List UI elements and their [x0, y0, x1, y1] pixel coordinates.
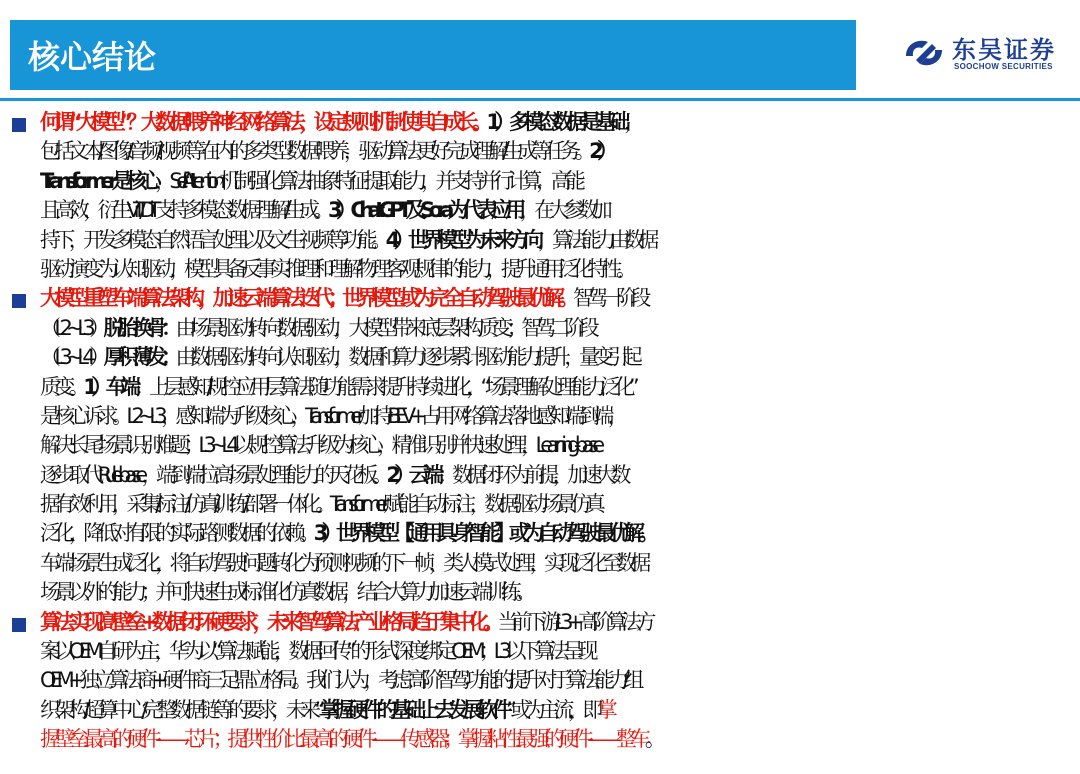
text-run: ：上层感知/规控应用层算法随功能需求提升持续进化，“场景理解处理能力泛化”	[134, 374, 634, 399]
text-run: 据有效利用，采集/标注/仿真/训练/部署一体化。Transformer赋能自动标注，数据驱动场景仿真	[40, 492, 600, 517]
text-run: 当前下游L3+高阶算法方	[497, 609, 650, 634]
text-line	[40, 373, 1074, 402]
text-run: 由数据驱动转向认知驱动，数据和算力逐步累计驱动能力提升，量变引起	[175, 345, 637, 370]
text-run: 是核心诉求。L2~L3，感知端为升级核心，Transformer加持BEV+占用网络算法落地感知端到端，	[40, 403, 623, 428]
emphasis-text: 3）世界模型【通用具身智能】或为自动驾驶最优解。	[313, 521, 653, 546]
conclusion-body	[10, 108, 1074, 755]
text-run: ，	[624, 110, 639, 134]
text-run: ：数据闭环为前提，加速大数	[437, 462, 625, 487]
text-run: 由场景驱动转向数据驱动，大模型带来底层架构质变；智驾二阶段	[175, 315, 594, 340]
emphasis-text: 1）车端	[83, 374, 135, 399]
text-line	[40, 167, 1074, 196]
text-run: ，Self-Attention机制强化算法抽象特征提取能力，并支持并行计算，高能	[155, 168, 580, 193]
text-line	[40, 196, 1074, 225]
text-line	[40, 137, 1074, 166]
emphasis-text: 厚积薄发：	[103, 345, 176, 370]
company-logo	[902, 30, 1070, 78]
text-run: ”或为主流，即	[506, 697, 597, 722]
emphasis-text: 2）	[589, 139, 612, 164]
text-run: 智驾一阶段	[572, 286, 645, 311]
text-run: OEM+独立算法商+硬件商三足鼎立格局。我们认为，考虑高阶智驾功能的提升对于算法能力/组	[40, 668, 638, 693]
square-bullet-icon	[12, 118, 26, 132]
text-run: （L2~L3）	[40, 315, 104, 340]
text-line	[40, 284, 1074, 313]
bullet-paragraph	[10, 284, 1074, 607]
emphasis-text: 掌	[596, 697, 612, 722]
text-line	[40, 343, 1074, 372]
soochow-logo-icon	[902, 34, 946, 72]
text-line	[40, 578, 1074, 607]
emphasis-text: 何谓“大模型”？大数据喂养神经网络算法，设定规则机制使其自成长。	[40, 110, 487, 134]
text-line	[40, 519, 1074, 548]
text-line	[40, 637, 1074, 666]
text-line	[40, 431, 1074, 460]
bullet-paragraph	[10, 108, 1074, 284]
square-bullet-icon	[12, 294, 26, 308]
text-line	[40, 226, 1074, 255]
bullet-paragraph	[10, 608, 1074, 755]
text-run: 车端场景生成泛化，将自动驾驶问题转化为预测视频的下一帧，类人模式处理，实现泛化至数据	[40, 550, 645, 575]
emphasis-text: 握壁垒最高的硬件——芯片；提供性价比最高的硬件——传感器；掌握粘性最强的硬件——整车	[40, 727, 645, 752]
text-line	[40, 696, 1074, 725]
text-line	[40, 666, 1074, 695]
text-run: 且高效，衍生ViT/DiT支持多模态数据理解/生成。	[40, 198, 328, 223]
square-bullet-icon	[12, 618, 26, 632]
text-line	[40, 461, 1074, 490]
logo-chinese-name: 东吴证券	[952, 36, 1056, 64]
emphasis-text: 3）ChatGPT及Sora为代表应用	[327, 198, 520, 223]
emphasis-text: 4）世界模型为未来方向	[385, 227, 538, 252]
text-line	[40, 608, 1074, 637]
emphasis-text: 掌握硬件的基础上去发展软件	[318, 697, 507, 722]
text-line	[40, 549, 1074, 578]
emphasis-text: 大模型重塑车端算法架构，加速云端算法迭代；世界模型或为完全自动驾驶最优解。	[40, 286, 573, 311]
text-run: 场景以外的能力；并可快速生成标准化仿真数据，结合大算力加速云端训练。	[40, 580, 530, 605]
text-run: 织架构/超算中心/完整数据链等的要求，未来“	[40, 697, 319, 722]
text-line	[40, 725, 1074, 754]
text-run: 逐步取代Rule-base，端到端拉高场景处理能力的天花板。	[40, 462, 387, 487]
title-banner	[10, 20, 856, 90]
text-run: ，在大参数加	[519, 198, 607, 223]
text-run: 质变。	[40, 374, 84, 399]
text-run: 。	[644, 727, 660, 752]
emphasis-text: 2）云端	[386, 462, 438, 487]
emphasis-text: 1）多模态数据是基础	[486, 110, 625, 134]
header-divider	[0, 98, 1080, 101]
text-run: 包括文本/图像/音频/视频等在内的多类型数据喂养，驱动算法更好完成理解/生成等任务。	[40, 139, 590, 164]
emphasis-text: 脱胎换骨：	[103, 315, 176, 340]
text-line	[40, 314, 1074, 343]
text-line	[40, 402, 1074, 431]
logo-english-name: SOOCHOW SECURITIES	[954, 62, 1053, 71]
text-line	[40, 108, 1074, 137]
text-run: 案以OEM自研为主，华为以“算法赋能，数据回传”的形式深度绑定OEM；L3以下算法呈现	[40, 639, 592, 664]
emphasis-text: Transformer是核心	[40, 168, 155, 193]
text-line	[40, 490, 1074, 519]
emphasis-text: 算法实现高壁垒+数据闭环硬要求，未来智驾算法产业格局趋于集中化。	[40, 609, 498, 634]
text-run: 泛化，降低对有限的实际路测数据的依赖。	[40, 521, 314, 546]
text-run: 驱动演变为认知驱动，模型具备反事实推理和理解物理客观规律的能力，提升通用泛化特性。	[40, 256, 631, 281]
text-line	[40, 255, 1074, 284]
text-run: 持下，开发多模态自然语言处理以及文生视频等功能。	[40, 227, 386, 252]
text-run: 解决长尾场景识别难题；L3~L4以规控算法升级为核心，精准识别并快速处理，Learning-base	[40, 433, 599, 458]
text-run: ，算法能力由数据	[537, 227, 653, 252]
text-run: （L3~L4）	[40, 345, 104, 370]
page-title: 核心结论	[28, 38, 157, 76]
